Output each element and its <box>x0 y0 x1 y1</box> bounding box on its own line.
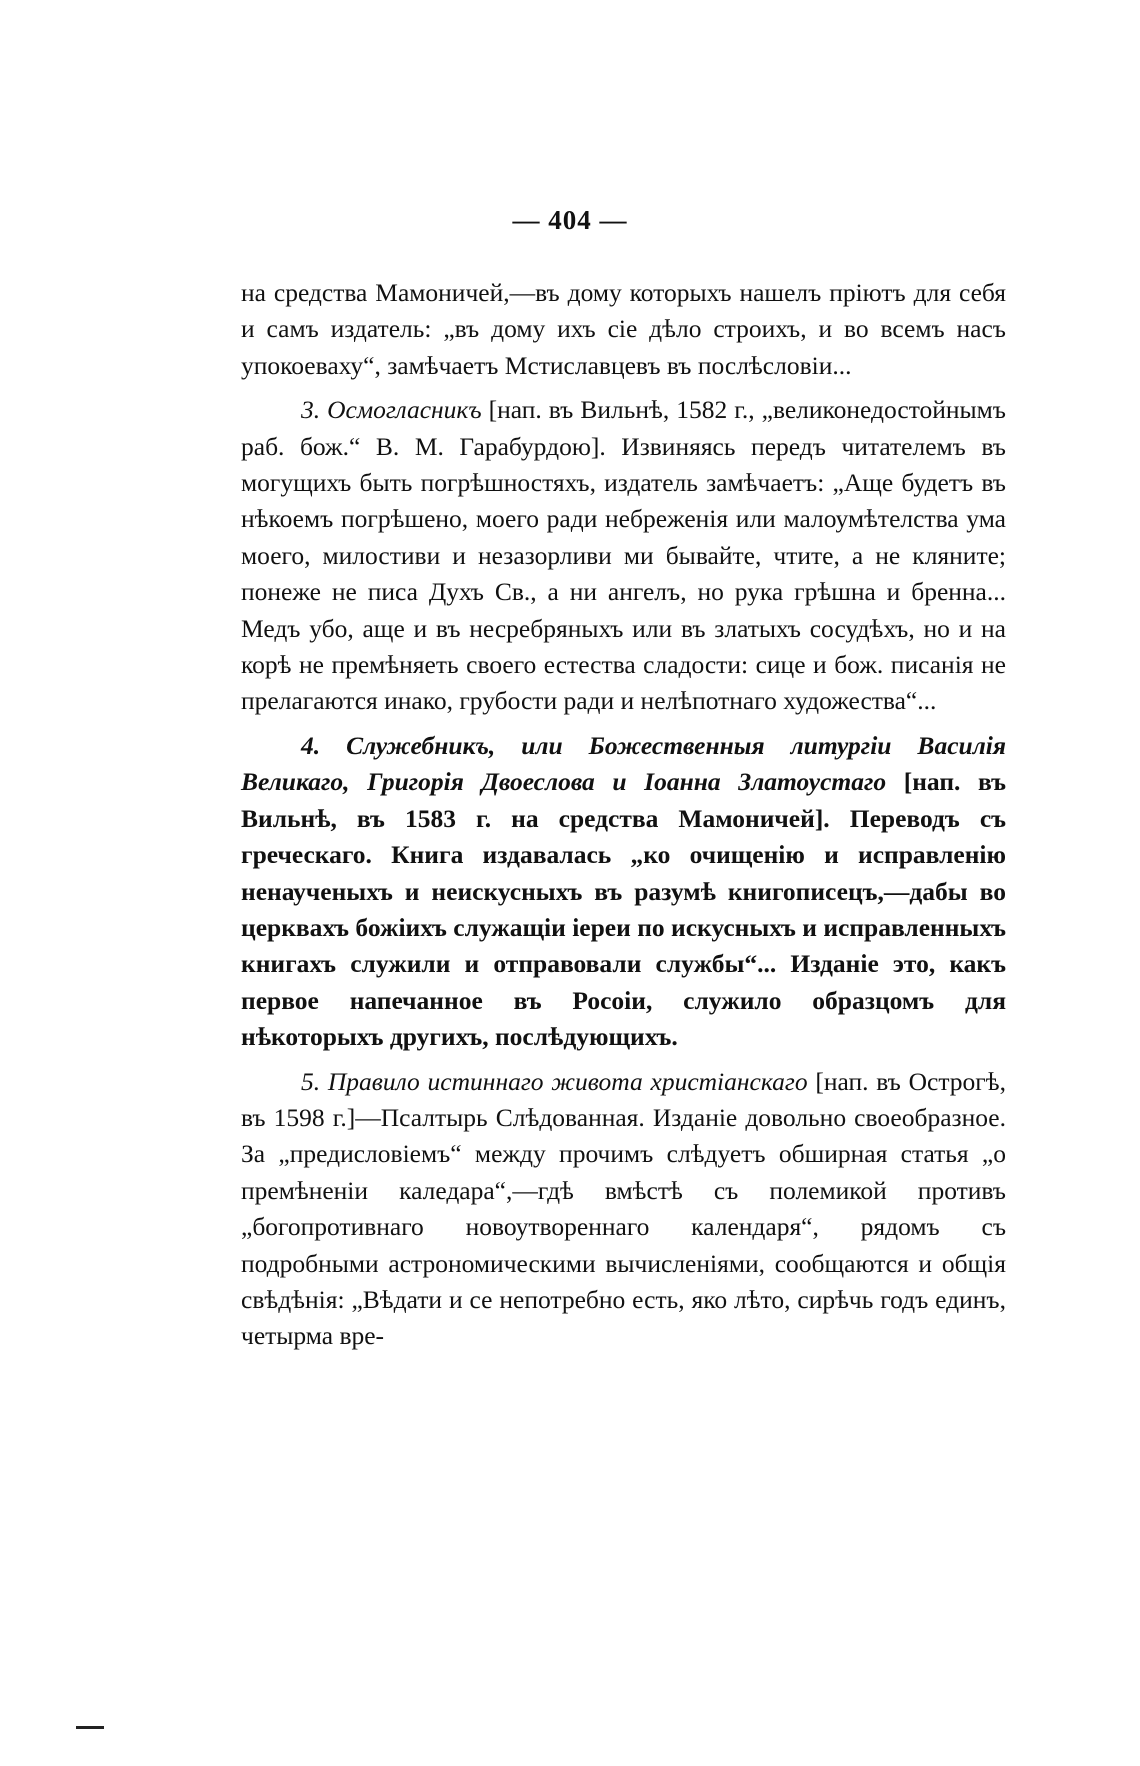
paragraph-text: [нап. въ Вильнѣ, 1582 г., „великонедостойнымъ раб. бож.“ В. М. Гарабурдою]. Извиняясь передъ читателемъ въ могущихъ быть погрѣшностяхъ, издатель замѣчаетъ: „Аще будетъ въ нѣкоемъ погрѣшено, моего ради небреженія или малоумѣтелства ума моего, милостиви и незазорливи ми бывайте, чтите, а не кляните; понеже не писа Духъ Св., а ни ангелъ, но рука грѣшна и бренна... Медъ убо, аще и въ несребряныхъ или въ златыхъ сосудѣхъ, но и на корѣ не премѣняеть своего естества сладости: сице и бож. писанія не прелагаются инако, грубости ради и нелѣпотнаго художества“... <box>241 395 1006 716</box>
book-title: 5. Правило истиннаго живота христіанскаго <box>301 1066 808 1096</box>
margin-mark <box>76 1726 104 1729</box>
paragraph-text: [нап. въ Вильнѣ, въ 1583 г. на средства Мамоничей]. Переводъ съ греческаго. Книга издавалась „ко очищенію и исправленію ненаученыхъ и неискусныхъ въ разумѣ книгописецъ,—дабы во церквахъ божіихъ служащіи іереи по искусныхъ и исправленныхъ книгахъ служили и отправовали службы“... Изданіе это, какъ первое напечанное въ Росоіи, служило образцомъ для нѣкоторыхъ другихъ, послѣдующихъ. <box>241 767 1006 1052</box>
paragraph-text: [нап. въ Острогѣ, въ 1598 г.]—Псалтырь Слѣдованная. Изданіе довольно своеобразное. За „предисловіемъ“ между прочимъ слѣдуетъ обширная статья „о премѣненіи каледара“,—гдѣ вмѣстѣ съ полемикой противъ „богопротивнаго новоутвореннаго календаря“, рядомъ съ подробными астрономическими вычисленіями, сообщаются и общія свѣдѣнія: „Вѣдати и се непотребно есть, яко лѣто, сирѣчь годъ единъ, четырма вре- <box>241 1066 1006 1351</box>
book-title: 4. Служебникъ, или Божественныя литургіи Василія Великаго, Григорія Двоеслова и Іоанна Златоустаго <box>241 730 1006 797</box>
page-number: — 404 — <box>512 205 628 235</box>
paragraph-continuation <box>241 275 1006 384</box>
paragraph-sluzhebnik <box>241 728 1006 1056</box>
book-title: 3. Осмогласникъ <box>301 395 482 425</box>
paragraph-pravilo <box>241 1064 1006 1355</box>
paragraph-text: на средства Мамоничей,—въ дому которыхъ нашелъ пріютъ для себя и самъ издатель: „въ дому ихъ сіе дѣло строихъ, и во всемъ насъ упокоеваху“, замѣчаетъ Мстиславцевъ въ послѣсловіи... <box>241 278 1006 380</box>
body-text <box>241 275 1006 1355</box>
paragraph-osmoglasnik <box>241 392 1006 720</box>
